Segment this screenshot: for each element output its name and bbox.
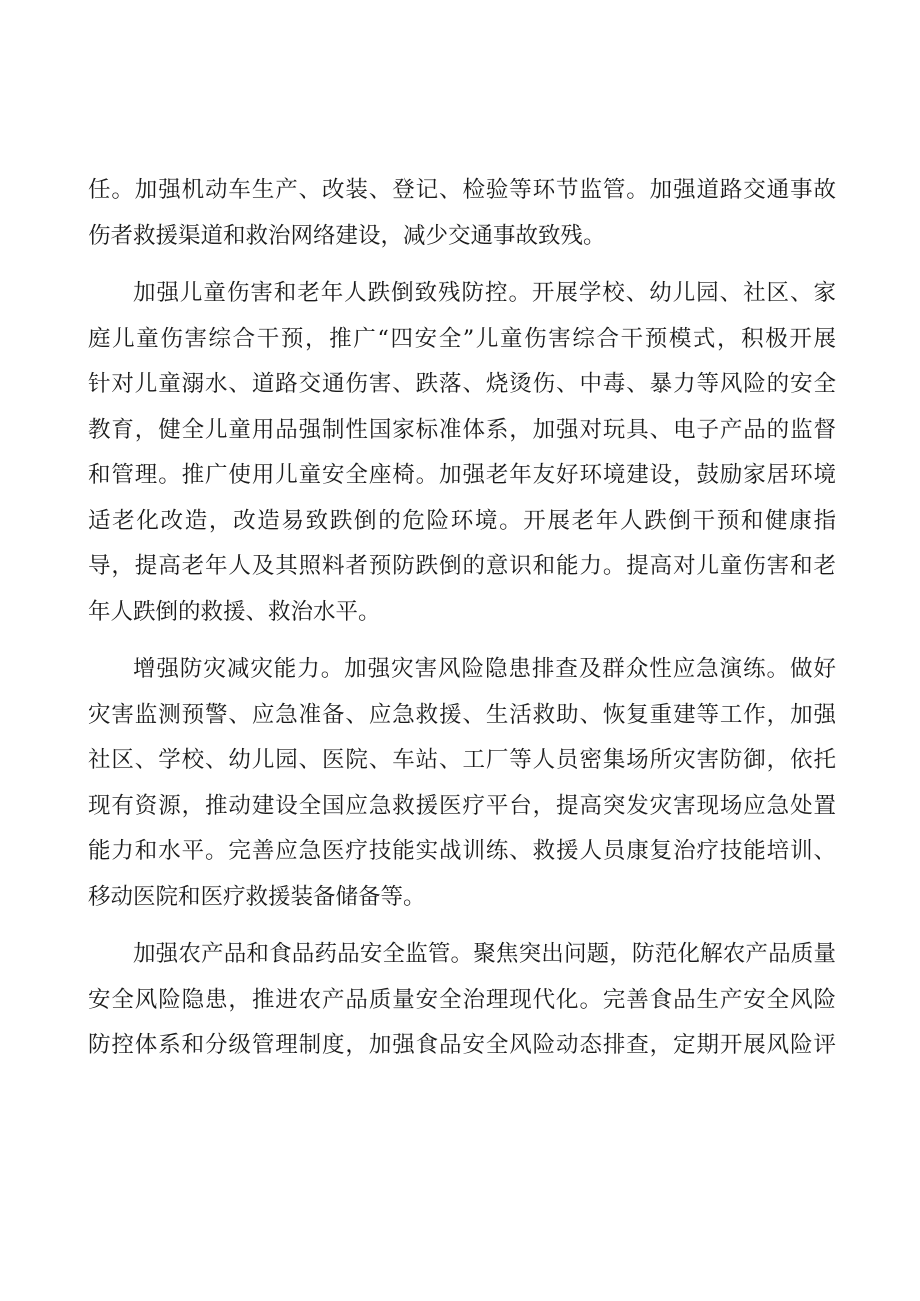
document-body [88, 168, 836, 1069]
text-line: 安全风险隐患，推进农产品质量安全治理现代化。完善食品生产安全风险 [88, 986, 836, 1013]
text-line: 和管理。推广使用儿童安全座椅。加强老年友好环境建设，鼓励家居环境 [88, 462, 836, 488]
text-line: 导，提高老年人及其照料者预防跌倒的意识和能力。提高对儿童伤害和老 [88, 553, 836, 579]
text-line: 任。加强机动车生产、改装、登记、检验等环节监管。加强道路交通事故 [88, 177, 836, 203]
text-line: 移动医院和医疗救援装备储备等。 [88, 883, 426, 910]
text-line: 教育，健全儿童用品强制性国家标准体系，加强对玩具、电子产品的监督 [88, 416, 836, 443]
text-line: 加强农产品和食品药品安全监管。聚焦突出问题，防范化解农产品质量 [133, 941, 836, 967]
paragraph [88, 647, 836, 920]
text-line: 灾害监测预警、应急准备、应急救援、生活救助、恢复重建等工作，加强 [88, 701, 836, 728]
paragraph [88, 932, 836, 1069]
paragraph [88, 271, 836, 635]
text-line: 社区、学校、幼儿园、医院、车站、工厂等人员密集场所灾害防御，依托 [88, 747, 836, 773]
text-line: 现有资源，推动建设全国应急救援医疗平台，提高突发灾害现场应急处置 [88, 792, 836, 819]
text-line: 适老化改造，改造易致跌倒的危险环境。开展老年人跌倒干预和健康指 [88, 507, 836, 534]
text-line: 增强防灾减灾能力。加强灾害风险隐患排查及群众性应急演练。做好 [133, 656, 836, 682]
text-line: 能力和水平。完善应急医疗技能实战训练、救援人员康复治疗技能培训、 [88, 838, 836, 864]
text-line: 防控体系和分级管理制度，加强食品安全风险动态排查，定期开展风险评 [88, 1032, 836, 1058]
text-line: 年人跌倒的救援、救治水平。 [88, 598, 381, 625]
paragraph [88, 168, 836, 259]
text-line: 加强儿童伤害和老年人跌倒致残防控。开展学校、幼儿园、社区、家 [133, 280, 836, 306]
text-line: 针对儿童溺水、道路交通伤害、跌落、烧烫伤、中毒、暴力等风险的安全 [88, 371, 836, 397]
text-line: 庭儿童伤害综合干预，推广“四安全”儿童伤害综合干预模式，积极开展 [88, 325, 836, 352]
text-line: 伤者救援渠道和救治网络建设，减少交通事故致残。 [88, 222, 606, 249]
